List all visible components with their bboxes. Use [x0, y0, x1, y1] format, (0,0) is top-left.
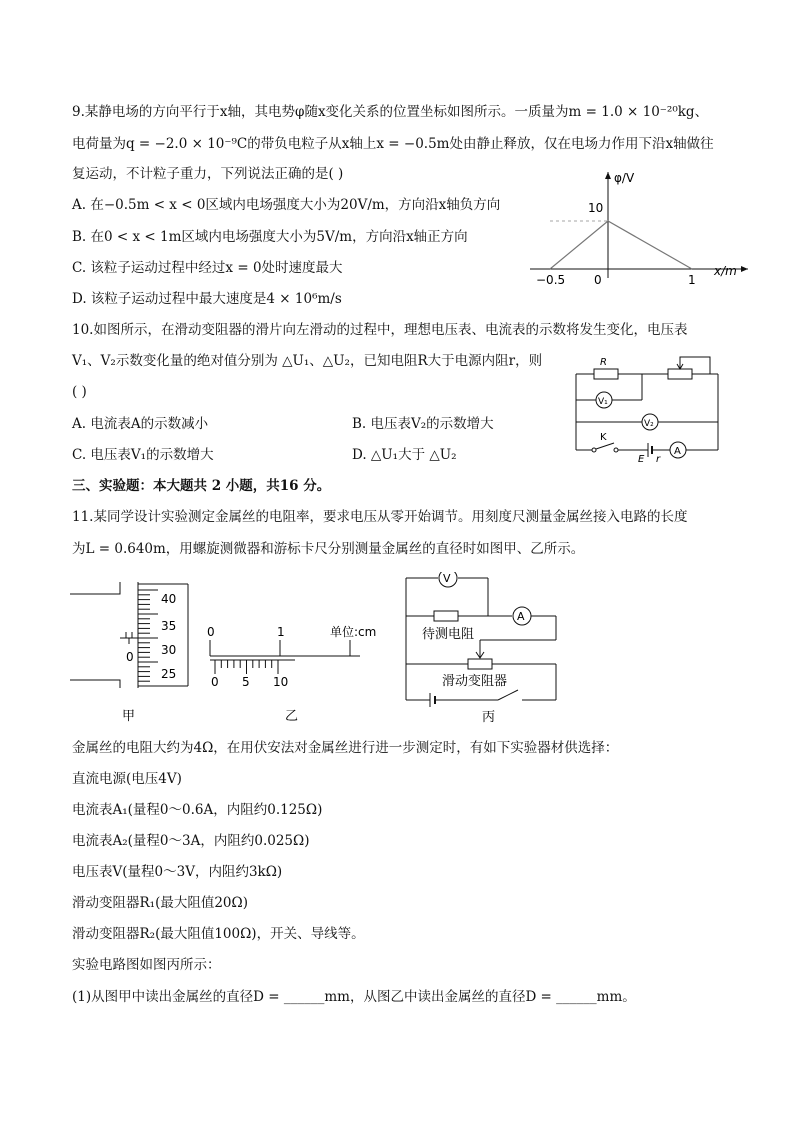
q10-line2: V₁、V₂示数变化量的绝对值分别为 △U₁、△U₂，已知电阻R大于电源内阻r，则: [72, 353, 543, 369]
q11-equip-r2: 滑动变阻器R₂(最大阻值100Ω)，开关、导线等。: [72, 926, 365, 942]
q11-line2: 为L = 0.640m，用螺旋测微器和游标卡尺分别测量金属丝的直径时如图甲、乙所示。: [72, 541, 585, 557]
q9-line2: 电荷量为q = −2.0 × 10⁻⁹C的带负电粒子从x轴上x = −0.5m处由静止释放，仅在电场力作用下沿x轴做往: [72, 136, 714, 152]
circuit-E-label: E: [638, 454, 645, 464]
graph-ylabel: φ/V: [614, 171, 635, 185]
circuit-K-label: K: [600, 432, 607, 443]
unit-label: 单位:cm: [330, 625, 377, 639]
q10-option-a: A. 电流表A的示数减小: [72, 416, 209, 432]
rheostat-label: 滑动变阻器: [442, 674, 508, 689]
graph-x0: 0: [594, 273, 602, 286]
q11-equip-a1: 电流表A₁(量程0～0.6A，内阻约0.125Ω): [72, 802, 323, 818]
vernier-10: 10: [273, 675, 289, 689]
q11-equip-r1: 滑动变阻器R₁(最大阻值20Ω): [72, 895, 248, 911]
q11-equip-a2: 电流表A₂(量程0～3A，内阻约0.025Ω): [72, 833, 310, 849]
q11-sub1: (1)从图甲中读出金属丝的直径D = ______mm，从图乙中读出金属丝的直径D = ______mm。: [72, 989, 636, 1005]
q9-option-a: A. 在−0.5m < x < 0区域内电场强度大小为20V/m，方向沿x轴负方向: [72, 197, 501, 213]
q11-circuit-intro: 实验电路图如图丙所示：: [72, 957, 221, 973]
section-3-heading: 三、实验题：本大题共 2 小题，共16 分。: [72, 478, 331, 494]
q9-line1: 9.某静电场的方向平行于x轴，其电势φ随x变化关系的位置坐标如图所示。一质量为m = 1.0 × 10⁻²⁰kg、: [72, 104, 709, 120]
experiment-circuit-figure: [398, 572, 568, 724]
q10-option-b: B. 电压表V₂的示数增大: [352, 416, 494, 432]
circuit-r-label: r: [656, 454, 661, 464]
q9-option-c: C. 该粒子运动过程中经过x = 0处时速度最大: [72, 260, 343, 276]
voltmeter-label: V: [443, 572, 451, 585]
circuit-A-label: A: [674, 446, 681, 457]
caption-bing: 丙: [482, 710, 496, 724]
main-scale-0: 0: [207, 625, 215, 639]
micrometer-figure: [70, 582, 200, 722]
caption-jia: 甲: [122, 709, 136, 722]
vernier-5: 5: [242, 675, 250, 689]
graph-x1: 1: [688, 273, 696, 286]
graph-xlabel: x/m: [714, 264, 737, 278]
micrometer-zero: 0: [126, 650, 134, 664]
micrometer-tick-25: 25: [161, 667, 177, 681]
q11-para-resistance: 金属丝的电阻大约为4Ω，在用伏安法对金属丝进行进一步测定时，有如下实验器材供选择：: [72, 740, 619, 756]
micrometer-tick-30: 30: [161, 643, 177, 657]
q10-option-d: D. △U₁大于 △U₂: [352, 447, 457, 463]
q11-equip-v: 电压表V(量程0～3V，内阻约3kΩ): [72, 864, 283, 880]
q9-potential-graph: [530, 168, 760, 286]
q10-option-c: C. 电压表V₁的示数增大: [72, 447, 214, 463]
q11-equip-power: 直流电源(电压4V): [72, 771, 182, 787]
test-resistor-label: 待测电阻: [422, 627, 475, 642]
ammeter-label: A: [517, 610, 525, 623]
circuit-R-label: R: [600, 357, 607, 368]
vernier-0: 0: [211, 675, 219, 689]
q9-option-b: B. 在0 < x < 1m区域内电场强度大小为5V/m，方向沿x轴正方向: [72, 229, 468, 245]
graph-xm05: −0.5: [536, 273, 566, 286]
main-scale-1: 1: [277, 625, 285, 639]
circuit-V1-label: V₁: [598, 397, 608, 407]
q10-line3: ( ): [72, 384, 87, 400]
q9-line3: 复运动，不计粒子重力，下列说法正确的是( ): [72, 166, 344, 182]
circuit-V2-label: V₂: [644, 419, 654, 429]
q10-line1: 10.如图所示，在滑动变阻器的滑片向左滑动的过程中，理想电压表、电流表的示数将发生变化，电压表: [72, 322, 688, 338]
micrometer-tick-40: 40: [161, 592, 177, 606]
vernier-caliper-figure: [205, 620, 390, 722]
q11-line1: 11.某同学设计实验测定金属丝的电阻率，要求电压从零开始调节。用刻度尺测量金属丝接入电路的长度: [72, 509, 688, 525]
caption-yi: 乙: [285, 709, 299, 722]
q9-option-d: D. 该粒子运动过程中最大速度是4 × 10⁶m/s: [72, 291, 342, 307]
graph-y10: 10: [588, 201, 604, 215]
q10-circuit: [570, 352, 730, 464]
micrometer-tick-35: 35: [161, 619, 177, 633]
